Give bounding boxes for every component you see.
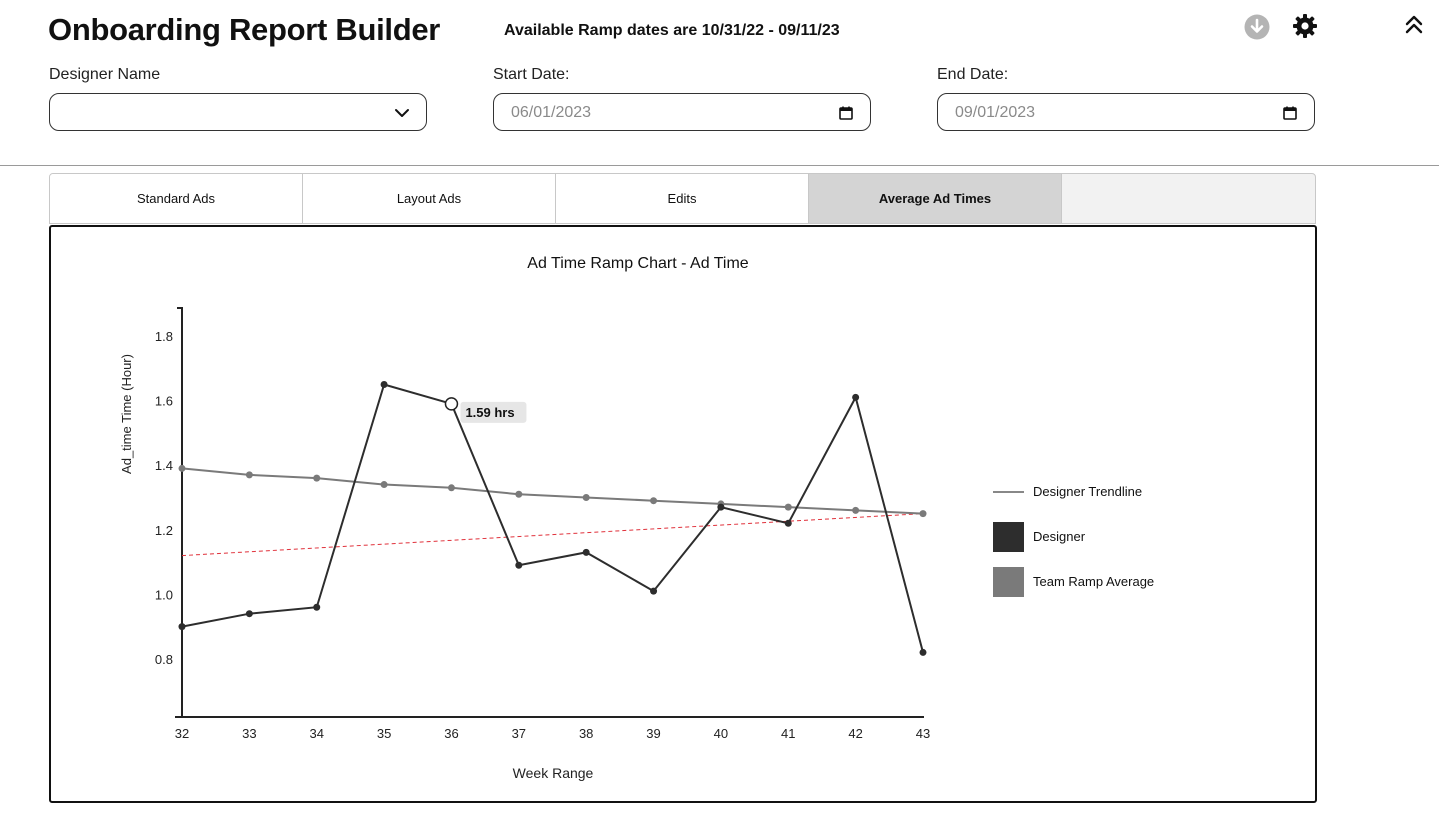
team-point xyxy=(515,491,522,498)
x-tick-label: 34 xyxy=(309,726,324,741)
designer-point xyxy=(313,604,320,611)
x-axis-label: Week Range xyxy=(512,765,594,781)
team-point xyxy=(381,481,388,488)
team-point xyxy=(246,471,253,478)
legend-designer-label: Designer xyxy=(1033,529,1086,544)
team-point xyxy=(920,510,927,517)
chart-title: Ad Time Ramp Chart - Ad Time xyxy=(527,255,749,272)
designer-trendline xyxy=(182,514,923,556)
designer-point xyxy=(717,504,724,511)
legend-trendline-label: Designer Trendline xyxy=(1033,484,1143,499)
team-point xyxy=(448,484,455,491)
legend-designer-swatch xyxy=(993,522,1024,552)
gear-icon[interactable] xyxy=(1292,13,1318,39)
designer-point xyxy=(583,549,590,556)
chevron-down-icon xyxy=(394,105,410,121)
designer-point xyxy=(785,520,792,527)
designer-point xyxy=(852,394,859,401)
x-tick-label: 37 xyxy=(511,726,527,741)
tab-edits[interactable]: Edits xyxy=(556,174,809,223)
team-point xyxy=(313,475,320,482)
designer-point xyxy=(381,381,388,388)
calendar-icon[interactable] xyxy=(838,105,854,121)
y-tick-label: 1.0 xyxy=(154,587,173,603)
team-ramp-average-line xyxy=(182,468,923,513)
ramp-dates-note: Available Ramp dates are 10/31/22 - 09/11/23 xyxy=(504,22,840,39)
designer-point xyxy=(179,623,186,630)
collapse-up-icon[interactable] xyxy=(1402,13,1426,37)
tab-standard-ads[interactable]: Standard Ads xyxy=(50,174,303,223)
y-tick-label: 0.8 xyxy=(154,651,173,667)
download-icon[interactable] xyxy=(1244,14,1270,40)
ad-time-ramp-chart xyxy=(51,227,1315,801)
y-axis-label: Ad_time Time (Hour) xyxy=(119,354,134,474)
start-date-label: Start Date: xyxy=(493,66,570,83)
team-point xyxy=(583,494,590,501)
report-tabs xyxy=(49,173,1316,224)
calendar-icon[interactable] xyxy=(1282,105,1298,121)
hovered-point xyxy=(445,398,457,410)
chart-panel xyxy=(49,225,1317,803)
page-title: Onboarding Report Builder xyxy=(48,12,441,47)
designer-point xyxy=(650,588,657,595)
designer-point xyxy=(246,610,253,617)
designer-name-label: Designer Name xyxy=(49,66,161,83)
y-tick-label: 1.4 xyxy=(154,458,173,474)
x-tick-label: 39 xyxy=(646,726,661,741)
x-tick-label: 43 xyxy=(915,726,931,741)
x-tick-label: 36 xyxy=(444,726,459,741)
x-tick-label: 33 xyxy=(242,726,257,741)
x-tick-label: 35 xyxy=(376,726,392,741)
start-date-value: 06/01/2023 xyxy=(511,104,592,121)
end-date-input[interactable] xyxy=(937,93,1315,131)
y-tick-label: 1.2 xyxy=(154,522,173,538)
y-tick-label: 1.8 xyxy=(154,329,173,345)
team-point xyxy=(179,465,186,472)
x-tick-label: 42 xyxy=(848,726,863,741)
end-date-value: 09/01/2023 xyxy=(955,104,1036,121)
legend-team-swatch xyxy=(993,567,1024,597)
start-date-input[interactable] xyxy=(493,93,871,131)
x-tick-label: 38 xyxy=(578,726,594,741)
team-point xyxy=(852,507,859,514)
tab-layout-ads[interactable]: Layout Ads xyxy=(303,174,556,223)
designer-point xyxy=(920,649,927,656)
x-tick-label: 41 xyxy=(781,726,796,741)
team-point xyxy=(785,504,792,511)
team-point xyxy=(650,497,657,504)
designer-line xyxy=(182,384,923,652)
header-divider xyxy=(0,165,1439,166)
tab-average-ad-times[interactable]: Average Ad Times xyxy=(809,174,1062,223)
designer-point xyxy=(515,562,522,569)
designer-name-select[interactable] xyxy=(49,93,427,131)
x-tick-label: 32 xyxy=(174,726,190,741)
y-tick-label: 1.6 xyxy=(154,393,173,409)
end-date-label: End Date: xyxy=(937,66,1009,83)
x-tick-label: 40 xyxy=(713,726,729,741)
legend-team-label: Team Ramp Average xyxy=(1033,574,1155,589)
tooltip-text: 1.59 hrs xyxy=(465,404,515,420)
